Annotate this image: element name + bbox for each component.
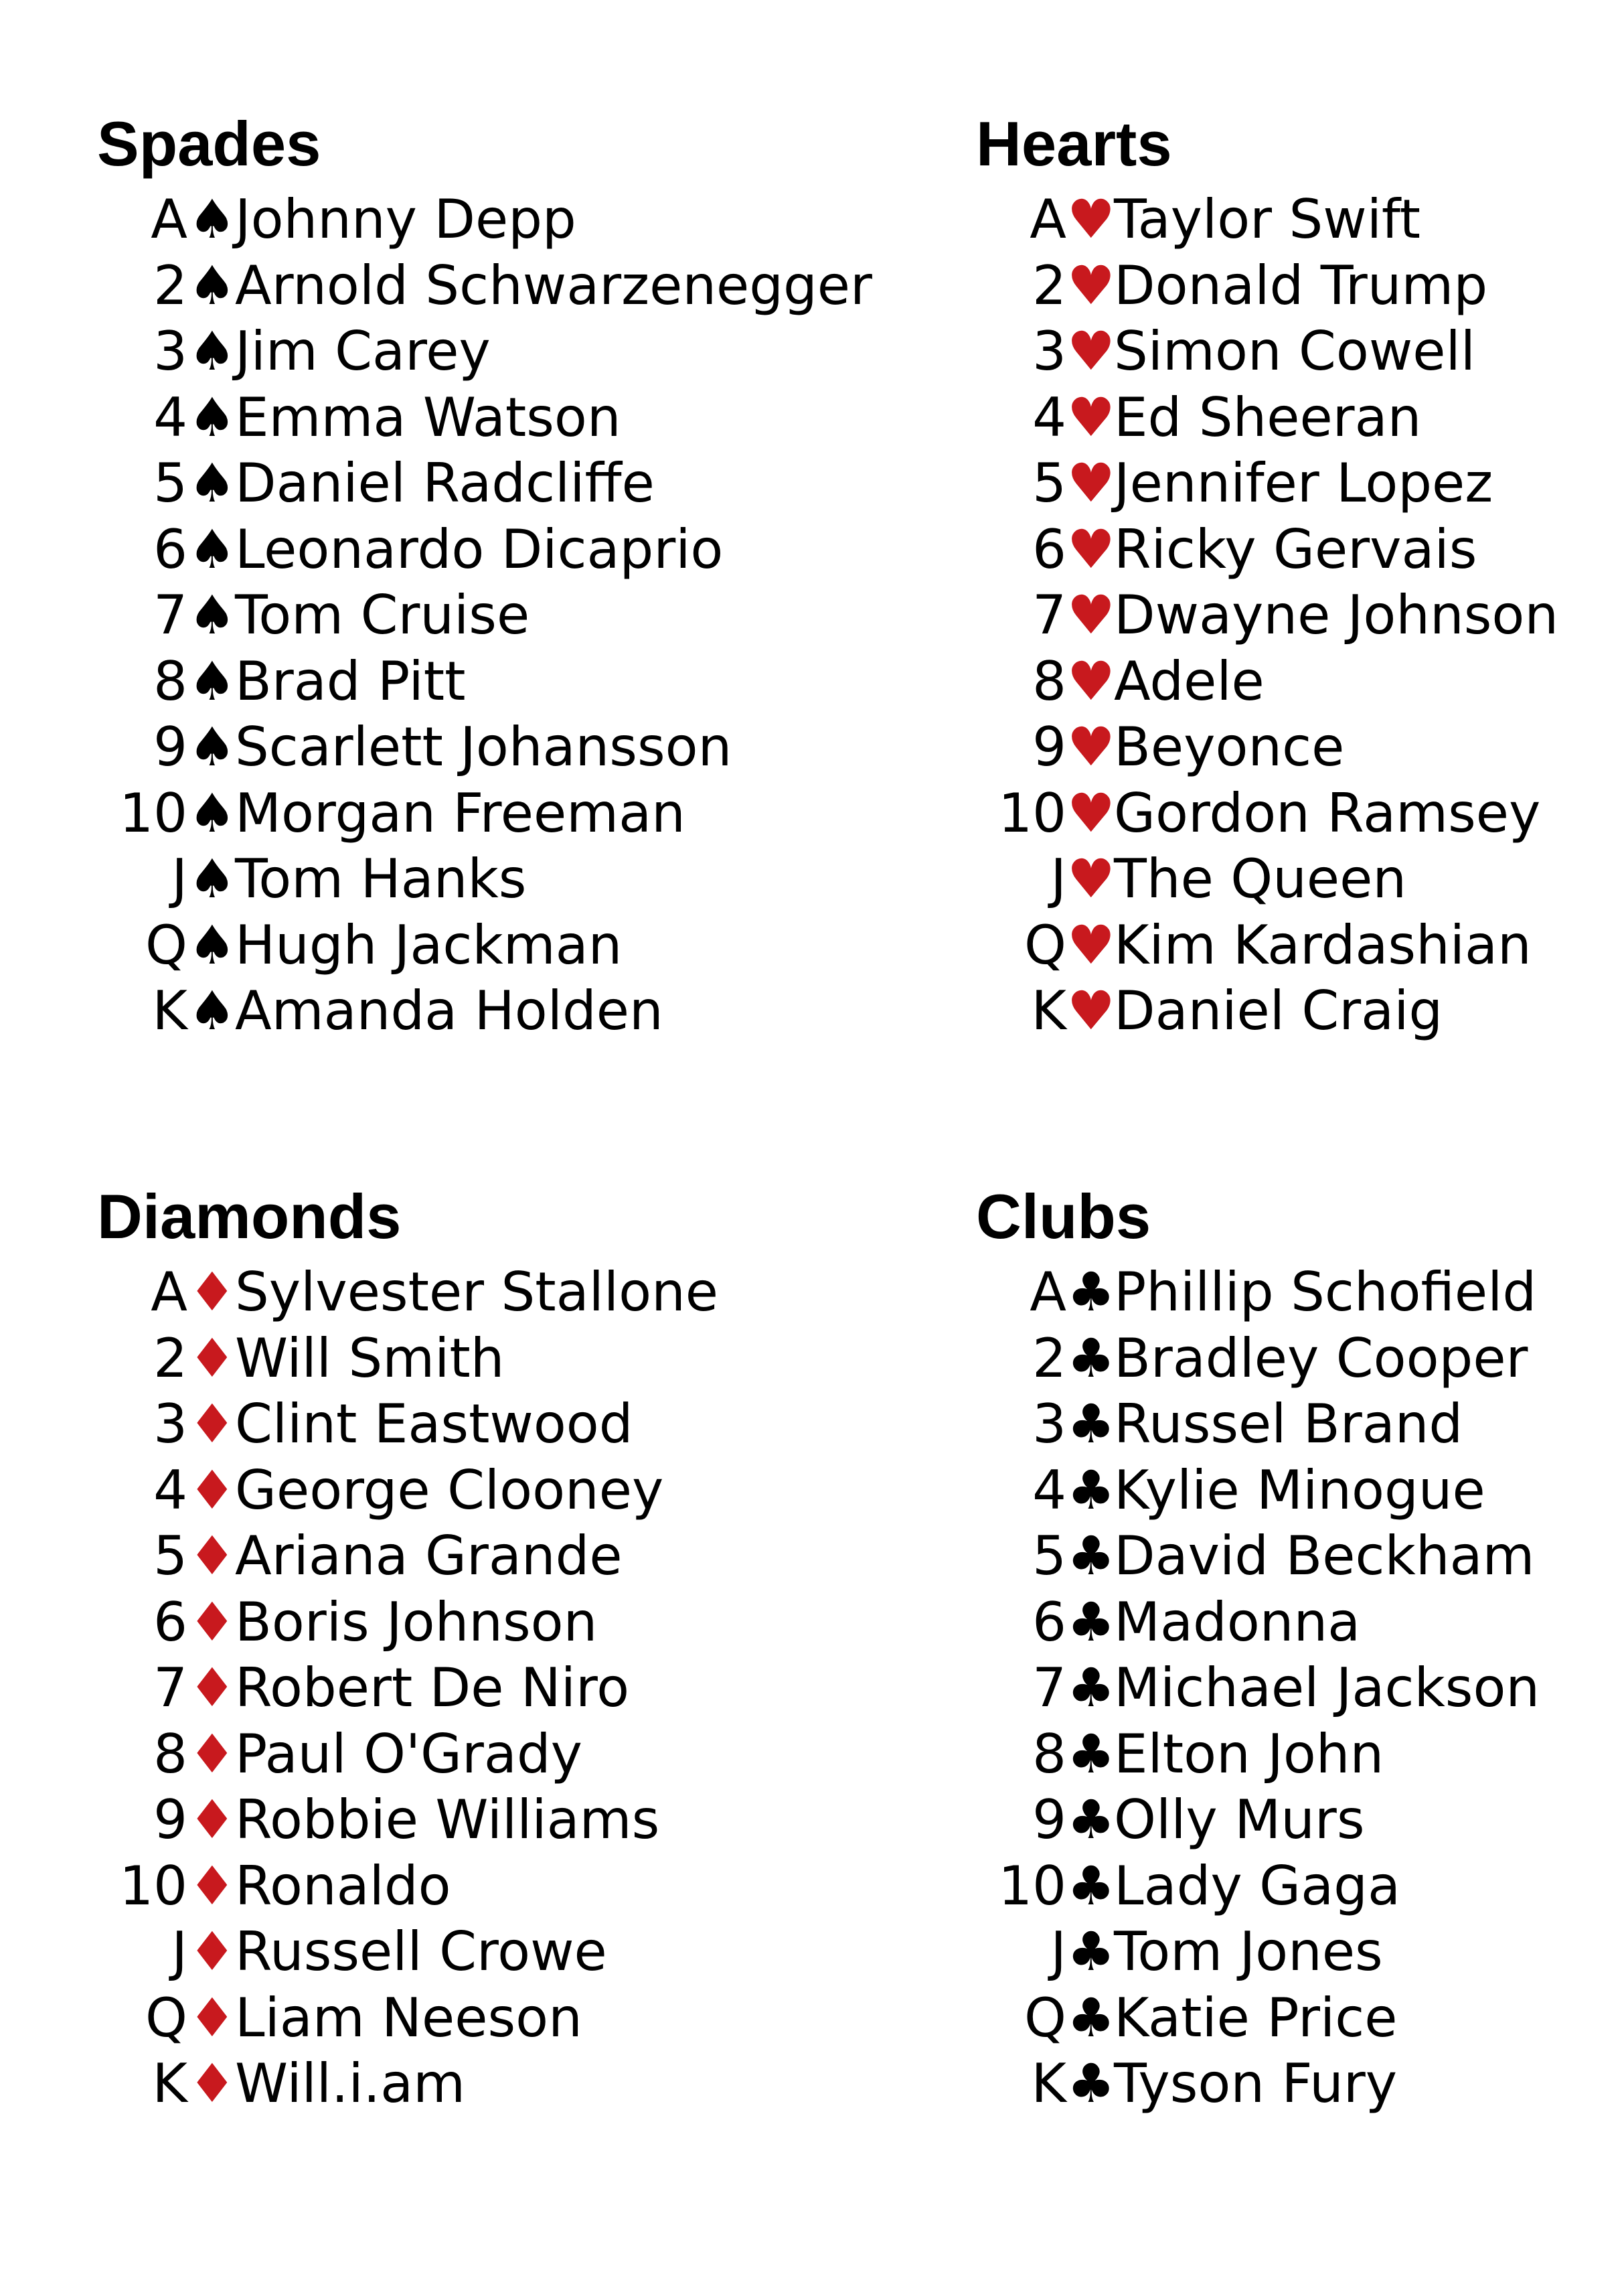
card-rank: 4: [153, 1458, 187, 1521]
card-row: [976, 1853, 1624, 1919]
spade-suit-icon: ♠: [188, 518, 236, 581]
heart-suit-icon: ♥: [1067, 650, 1115, 712]
card-row: [97, 1655, 867, 1721]
club-suit-icon: ♣: [1067, 1986, 1115, 2049]
card-rank: 10: [998, 1854, 1066, 1917]
card-row: [976, 1260, 1624, 1325]
card-rank: 5: [153, 452, 187, 514]
card-rank: 6: [1032, 518, 1066, 581]
section-diamonds: [97, 1181, 867, 2117]
card-rank: 5: [1032, 452, 1066, 514]
card-row: [976, 1919, 1624, 1985]
celebrity-name: Kylie Minogue: [1114, 1458, 1485, 1521]
card-rank: K: [1031, 2052, 1066, 2115]
card-row: [976, 253, 1624, 319]
card-row: [976, 451, 1624, 516]
heart-suit-icon: ♥: [1067, 518, 1115, 581]
card-row: [97, 913, 867, 978]
card-rank: A: [1030, 188, 1066, 250]
card-rank: 9: [1032, 1789, 1066, 1851]
celebrity-name: The Queen: [1114, 848, 1407, 910]
celebrity-name: Taylor Swift: [1114, 188, 1421, 250]
card-rank: 6: [153, 518, 187, 581]
card-row: [97, 714, 867, 780]
celebrity-name: Ronaldo: [235, 1854, 451, 1917]
diamond-suit-icon: ♦: [188, 1393, 236, 1455]
spade-suit-icon: ♠: [188, 913, 236, 976]
diamond-suit-icon: ♦: [188, 1458, 236, 1521]
diamond-suit-icon: ♦: [188, 1327, 236, 1389]
heart-suit-icon: ♥: [1067, 848, 1115, 910]
card-rank: A: [151, 188, 187, 250]
card-row: [97, 978, 867, 1044]
celebrity-name: Madonna: [1114, 1590, 1361, 1653]
card-row: [97, 1458, 867, 1523]
celebrity-name: Kim Kardashian: [1114, 913, 1532, 976]
card-rank: 8: [1032, 650, 1066, 712]
card-rank: 10: [119, 1854, 187, 1917]
celebrity-name: David Beckham: [1114, 1525, 1535, 1587]
card-rank: K: [152, 2052, 187, 2115]
celebrity-name: Ariana Grande: [235, 1525, 623, 1587]
card-row: [97, 1919, 867, 1985]
card-row: [97, 2051, 867, 2117]
card-rank: 6: [153, 1590, 187, 1653]
card-rank: 2: [153, 254, 187, 317]
card-row: [976, 1391, 1624, 1457]
card-row: [97, 187, 867, 252]
club-suit-icon: ♣: [1067, 1722, 1115, 1785]
section-hearts: [976, 108, 1624, 1045]
celebrity-name: Jim Carey: [235, 320, 491, 382]
card-rank: 10: [119, 781, 187, 844]
section-title-clubs: Clubs: [976, 1181, 1151, 1252]
diamond-suit-icon: ♦: [188, 1657, 236, 1719]
card-row: [97, 253, 872, 319]
celebrity-name: Beyonce: [1114, 716, 1345, 778]
spade-suit-icon: ♠: [188, 650, 236, 712]
section-title-diamonds: Diamonds: [97, 1181, 402, 1252]
diamond-suit-icon: ♦: [188, 1722, 236, 1785]
card-row: [97, 649, 867, 714]
celebrity-name: Russell Crowe: [235, 1920, 607, 1983]
card-rank: 4: [1032, 1458, 1066, 1521]
card-row: [97, 846, 867, 912]
card-row: [976, 913, 1624, 978]
card-rank: Q: [145, 913, 187, 976]
club-suit-icon: ♣: [1067, 1920, 1115, 1983]
celebrity-name: Will Smith: [235, 1327, 505, 1389]
card-row: [976, 1722, 1624, 1787]
celebrity-name: Adele: [1114, 650, 1265, 712]
celebrity-name: Johnny Depp: [235, 188, 576, 250]
club-suit-icon: ♣: [1067, 1789, 1115, 1851]
card-row: [97, 583, 867, 648]
celebrity-name: Clint Eastwood: [235, 1393, 633, 1455]
card-row: [976, 2051, 1624, 2117]
card-rank: 5: [153, 1525, 187, 1587]
card-rank: 9: [1032, 716, 1066, 778]
card-rank: J: [171, 848, 187, 910]
card-rank: 10: [998, 781, 1066, 844]
diamond-suit-icon: ♦: [188, 1525, 236, 1587]
celebrity-name: Robbie Williams: [235, 1789, 660, 1851]
card-row: [976, 1523, 1624, 1589]
card-row: [97, 1787, 867, 1853]
section-clubs: [976, 1181, 1624, 2117]
card-row: [976, 517, 1624, 583]
diamond-suit-icon: ♦: [188, 1261, 236, 1323]
spade-suit-icon: ♠: [188, 584, 236, 646]
spade-suit-icon: ♠: [188, 781, 236, 844]
card-row: [97, 451, 867, 516]
card-row: [976, 1985, 1624, 2051]
card-row: [976, 846, 1624, 912]
club-suit-icon: ♣: [1067, 1657, 1115, 1719]
card-row: [976, 649, 1624, 714]
card-rank: A: [1030, 1261, 1066, 1323]
card-row: [97, 385, 867, 451]
card-rank: 3: [153, 320, 187, 382]
celebrity-name: Michael Jackson: [1114, 1657, 1540, 1719]
card-row: [97, 1391, 867, 1457]
celebrity-name: Bradley Cooper: [1114, 1327, 1528, 1389]
celebrity-name: Jennifer Lopez: [1114, 452, 1493, 514]
celebrity-name: Scarlett Johansson: [235, 716, 732, 778]
celebrity-name: Brad Pitt: [235, 650, 466, 712]
celebrity-name: Paul O'Grady: [235, 1722, 583, 1785]
celebrity-name: Simon Cowell: [1114, 320, 1475, 382]
diamond-suit-icon: ♦: [188, 2052, 236, 2115]
card-row: [97, 1523, 867, 1589]
card-row: [97, 1853, 867, 1919]
card-rank: 2: [153, 1327, 187, 1389]
celebrity-name: Hugh Jackman: [235, 913, 623, 976]
card-row: [97, 781, 867, 846]
card-row: [976, 319, 1624, 384]
card-rank: J: [1050, 848, 1066, 910]
diamond-suit-icon: ♦: [188, 1920, 236, 1983]
card-row: [97, 517, 867, 583]
card-rank: 2: [1032, 254, 1066, 317]
spade-suit-icon: ♠: [188, 848, 236, 910]
card-row: [976, 1326, 1624, 1391]
card-row: [976, 781, 1624, 846]
spade-suit-icon: ♠: [188, 386, 236, 449]
card-rank: Q: [1024, 1986, 1066, 2049]
heart-suit-icon: ♥: [1067, 716, 1115, 778]
celebrity-name: Daniel Craig: [1114, 980, 1443, 1042]
club-suit-icon: ♣: [1067, 1261, 1115, 1323]
heart-suit-icon: ♥: [1067, 913, 1115, 976]
card-rank: 6: [1032, 1590, 1066, 1653]
celebrity-name: Tom Cruise: [235, 584, 530, 646]
card-rank: Q: [145, 1986, 187, 2049]
celebrity-name: Will.i.am: [235, 2052, 466, 2115]
card-rank: 7: [1032, 1657, 1066, 1719]
celebrity-name: Liam Neeson: [235, 1986, 582, 2049]
celebrity-name: Donald Trump: [1114, 254, 1488, 317]
card-row: [976, 385, 1624, 451]
card-row: [97, 1985, 867, 2051]
card-rank: 7: [1032, 584, 1066, 646]
card-row: [976, 1655, 1624, 1721]
celebrity-name: Phillip Schofield: [1114, 1261, 1537, 1323]
celebrity-name: Morgan Freeman: [235, 781, 685, 844]
club-suit-icon: ♣: [1067, 2052, 1115, 2115]
card-row: [97, 319, 867, 384]
club-suit-icon: ♣: [1067, 1525, 1115, 1587]
celebrity-name: Gordon Ramsey: [1114, 781, 1541, 844]
celebrity-name: Leonardo Dicaprio: [235, 518, 724, 581]
heart-suit-icon: ♥: [1067, 188, 1115, 250]
card-rank: J: [171, 1920, 187, 1983]
card-rank: A: [151, 1261, 187, 1323]
heart-suit-icon: ♥: [1067, 980, 1115, 1042]
celebrity-name: Arnold Schwarzenegger: [235, 254, 872, 317]
section-spades: [97, 108, 872, 1045]
card-rank: 8: [1032, 1722, 1066, 1785]
heart-suit-icon: ♥: [1067, 386, 1115, 449]
celebrity-name: Ed Sheeran: [1114, 386, 1422, 449]
diamond-suit-icon: ♦: [188, 1590, 236, 1653]
celebrity-name: Boris Johnson: [235, 1590, 598, 1653]
celebrity-name: Elton John: [1114, 1722, 1384, 1785]
card-rank: 7: [153, 1657, 187, 1719]
card-rank: K: [152, 980, 187, 1042]
celebrity-name: Sylvester Stallone: [235, 1261, 718, 1323]
celebrity-name: Dwayne Johnson: [1114, 584, 1559, 646]
celebrity-name: George Clooney: [235, 1458, 664, 1521]
card-row: [976, 978, 1624, 1044]
celebrity-name: Russel Brand: [1114, 1393, 1463, 1455]
heart-suit-icon: ♥: [1067, 781, 1115, 844]
card-rank: 8: [153, 1722, 187, 1785]
card-row: [976, 583, 1624, 648]
spade-suit-icon: ♠: [188, 452, 236, 514]
celebrity-name: Amanda Holden: [235, 980, 663, 1042]
card-rank: 8: [153, 650, 187, 712]
celebrity-name: Katie Price: [1114, 1986, 1398, 2049]
celebrity-name: Robert De Niro: [235, 1657, 630, 1719]
celebrity-name: Tom Hanks: [235, 848, 527, 910]
card-rank: J: [1050, 1920, 1066, 1983]
heart-suit-icon: ♥: [1067, 584, 1115, 646]
section-title-spades: Spades: [97, 108, 321, 179]
card-rank: 3: [153, 1393, 187, 1455]
diamond-suit-icon: ♦: [188, 1854, 236, 1917]
diamond-suit-icon: ♦: [188, 1789, 236, 1851]
celebrity-name: Daniel Radcliffe: [235, 452, 655, 514]
card-row: [97, 1260, 867, 1325]
card-rank: 2: [1032, 1327, 1066, 1389]
card-rank: Q: [1024, 913, 1066, 976]
card-row: [97, 1326, 867, 1391]
card-row: [976, 187, 1624, 252]
card-rank: 7: [153, 584, 187, 646]
club-suit-icon: ♣: [1067, 1327, 1115, 1389]
card-row: [976, 1590, 1624, 1655]
celebrity-name: Lady Gaga: [1114, 1854, 1400, 1917]
celebrity-name: Tom Jones: [1114, 1920, 1383, 1983]
club-suit-icon: ♣: [1067, 1854, 1115, 1917]
card-row: [976, 714, 1624, 780]
heart-suit-icon: ♥: [1067, 254, 1115, 317]
card-rank: 9: [153, 1789, 187, 1851]
heart-suit-icon: ♥: [1067, 452, 1115, 514]
card-rank: 4: [1032, 386, 1066, 449]
celebrity-name: Ricky Gervais: [1114, 518, 1477, 581]
card-rank: 5: [1032, 1525, 1066, 1587]
heart-suit-icon: ♥: [1067, 320, 1115, 382]
card-row: [97, 1722, 867, 1787]
card-rank: K: [1031, 980, 1066, 1042]
spade-suit-icon: ♠: [188, 188, 236, 250]
club-suit-icon: ♣: [1067, 1590, 1115, 1653]
card-rank: 4: [153, 386, 187, 449]
section-title-hearts: Hearts: [976, 108, 1172, 179]
card-row: [976, 1458, 1624, 1523]
club-suit-icon: ♣: [1067, 1458, 1115, 1521]
celebrity-name: Tyson Fury: [1114, 2052, 1398, 2115]
card-rank: 9: [153, 716, 187, 778]
card-rank: 3: [1032, 1393, 1066, 1455]
card-rank: 3: [1032, 320, 1066, 382]
spade-suit-icon: ♠: [188, 980, 236, 1042]
card-row: [97, 1590, 867, 1655]
spade-suit-icon: ♠: [188, 254, 236, 317]
club-suit-icon: ♣: [1067, 1393, 1115, 1455]
celebrity-name: Emma Watson: [235, 386, 621, 449]
card-row: [976, 1787, 1624, 1853]
celebrity-name: Olly Murs: [1114, 1789, 1365, 1851]
spade-suit-icon: ♠: [188, 320, 236, 382]
diamond-suit-icon: ♦: [188, 1986, 236, 2049]
spade-suit-icon: ♠: [188, 716, 236, 778]
